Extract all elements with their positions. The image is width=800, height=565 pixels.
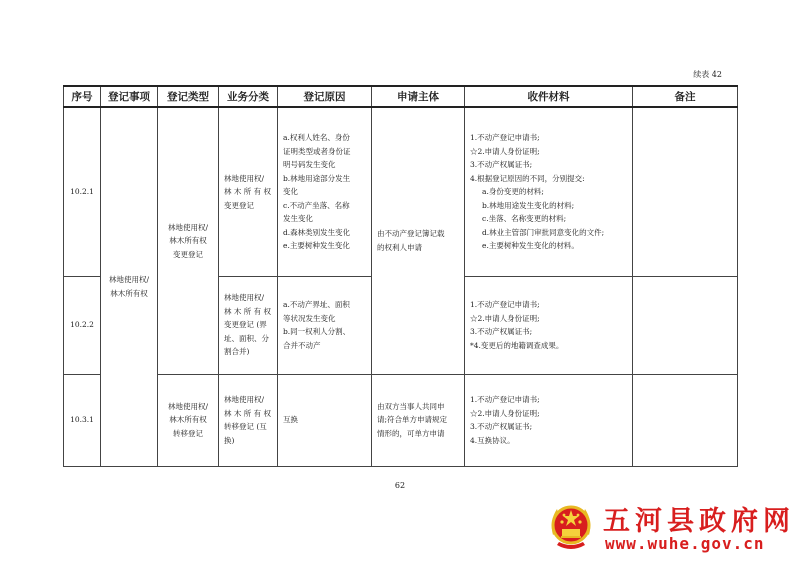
remarks-cell (633, 276, 738, 374)
business-cell: 林地使用权/ 林 木 所 有 权 变更登记 (界 址、面积、分 割合并) (219, 276, 278, 374)
logo-title: 五河县政府网 (603, 506, 795, 537)
national-emblem-icon (547, 501, 595, 553)
table-row (64, 107, 738, 276)
applicant-cell: 由双方当事人共同申 请;符合单方申请规定 情形的，可单方申请 (372, 374, 465, 466)
business-cell: 林地使用权/ 林 木 所 有 权 转移登记 (互 换) (219, 374, 278, 466)
header-item: 登记事项 (101, 86, 158, 107)
reg-type-cell: 林地使用权/ 林木所有权 转移登记 (158, 374, 219, 466)
header-type: 登记类型 (158, 86, 219, 107)
business-cell: 林地使用权/ 林 木 所 有 权 变更登记 (219, 107, 278, 276)
continuation-label: 续表 42 (693, 70, 722, 79)
item-cell: 林地使用权/ 林木所有权 (101, 107, 158, 466)
seq-cell: 10.2.1 (64, 107, 101, 276)
reason-cell: a.不动产界址、面积 等状况发生变化 b.同一权利人分割、 合并不动产 (278, 276, 372, 374)
table-row (64, 374, 738, 466)
applicant-cell: 由不动产登记簿记载 的权利人申请 (372, 107, 465, 374)
header-applicant: 申请主体 (372, 86, 465, 107)
header-reason: 登记原因 (278, 86, 372, 107)
reason-cell: 互换 (278, 374, 372, 466)
materials-cell: 1.不动产登记申请书; ☆2.申请人身份证明; 3.不动产权属证书; 4.互换协议。 (465, 374, 633, 466)
materials-cell: 1.不动产登记申请书; ☆2.申请人身份证明; 3.不动产权属证书; *4.变更后的地籍调查成果。 (465, 276, 633, 374)
table-header-row (64, 86, 738, 107)
materials-cell: 1.不动产登记申请书; ☆2.申请人身份证明; 3.不动产权属证书; 4.根据登记原因的不同，分别提交: a.身份变更的材料; b.林地用途发生变化的材料; c.坐落、名称变更的材料; d.林业主管部门审批同意变化的文件; e.主要树种发生变化的材料。 (465, 107, 633, 276)
reg-type-cell: 林地使用权/ 林木所有权 变更登记 (158, 107, 219, 374)
logo-url: www.wuhe.gov.cn (605, 534, 765, 553)
seq-cell: 10.3.1 (64, 374, 101, 466)
header-materials: 收件材料 (465, 86, 633, 107)
header-business: 业务分类 (219, 86, 278, 107)
registration-table (63, 85, 738, 467)
seq-cell: 10.2.2 (64, 276, 101, 374)
header-remarks: 备注 (633, 86, 738, 107)
page-number: 62 (394, 481, 406, 490)
site-logo[interactable] (543, 495, 797, 561)
header-seq: 序号 (64, 86, 101, 107)
remarks-cell (633, 107, 738, 276)
remarks-cell (633, 374, 738, 466)
reason-cell: a.权利人姓名、身份 证明类型或者身份证 明号码发生变化 b.林地用途部分发生 变化 c.不动产坐落、名称 发生变化 d.森林类别发生变化 e.主要树种发生变化 (278, 107, 372, 276)
